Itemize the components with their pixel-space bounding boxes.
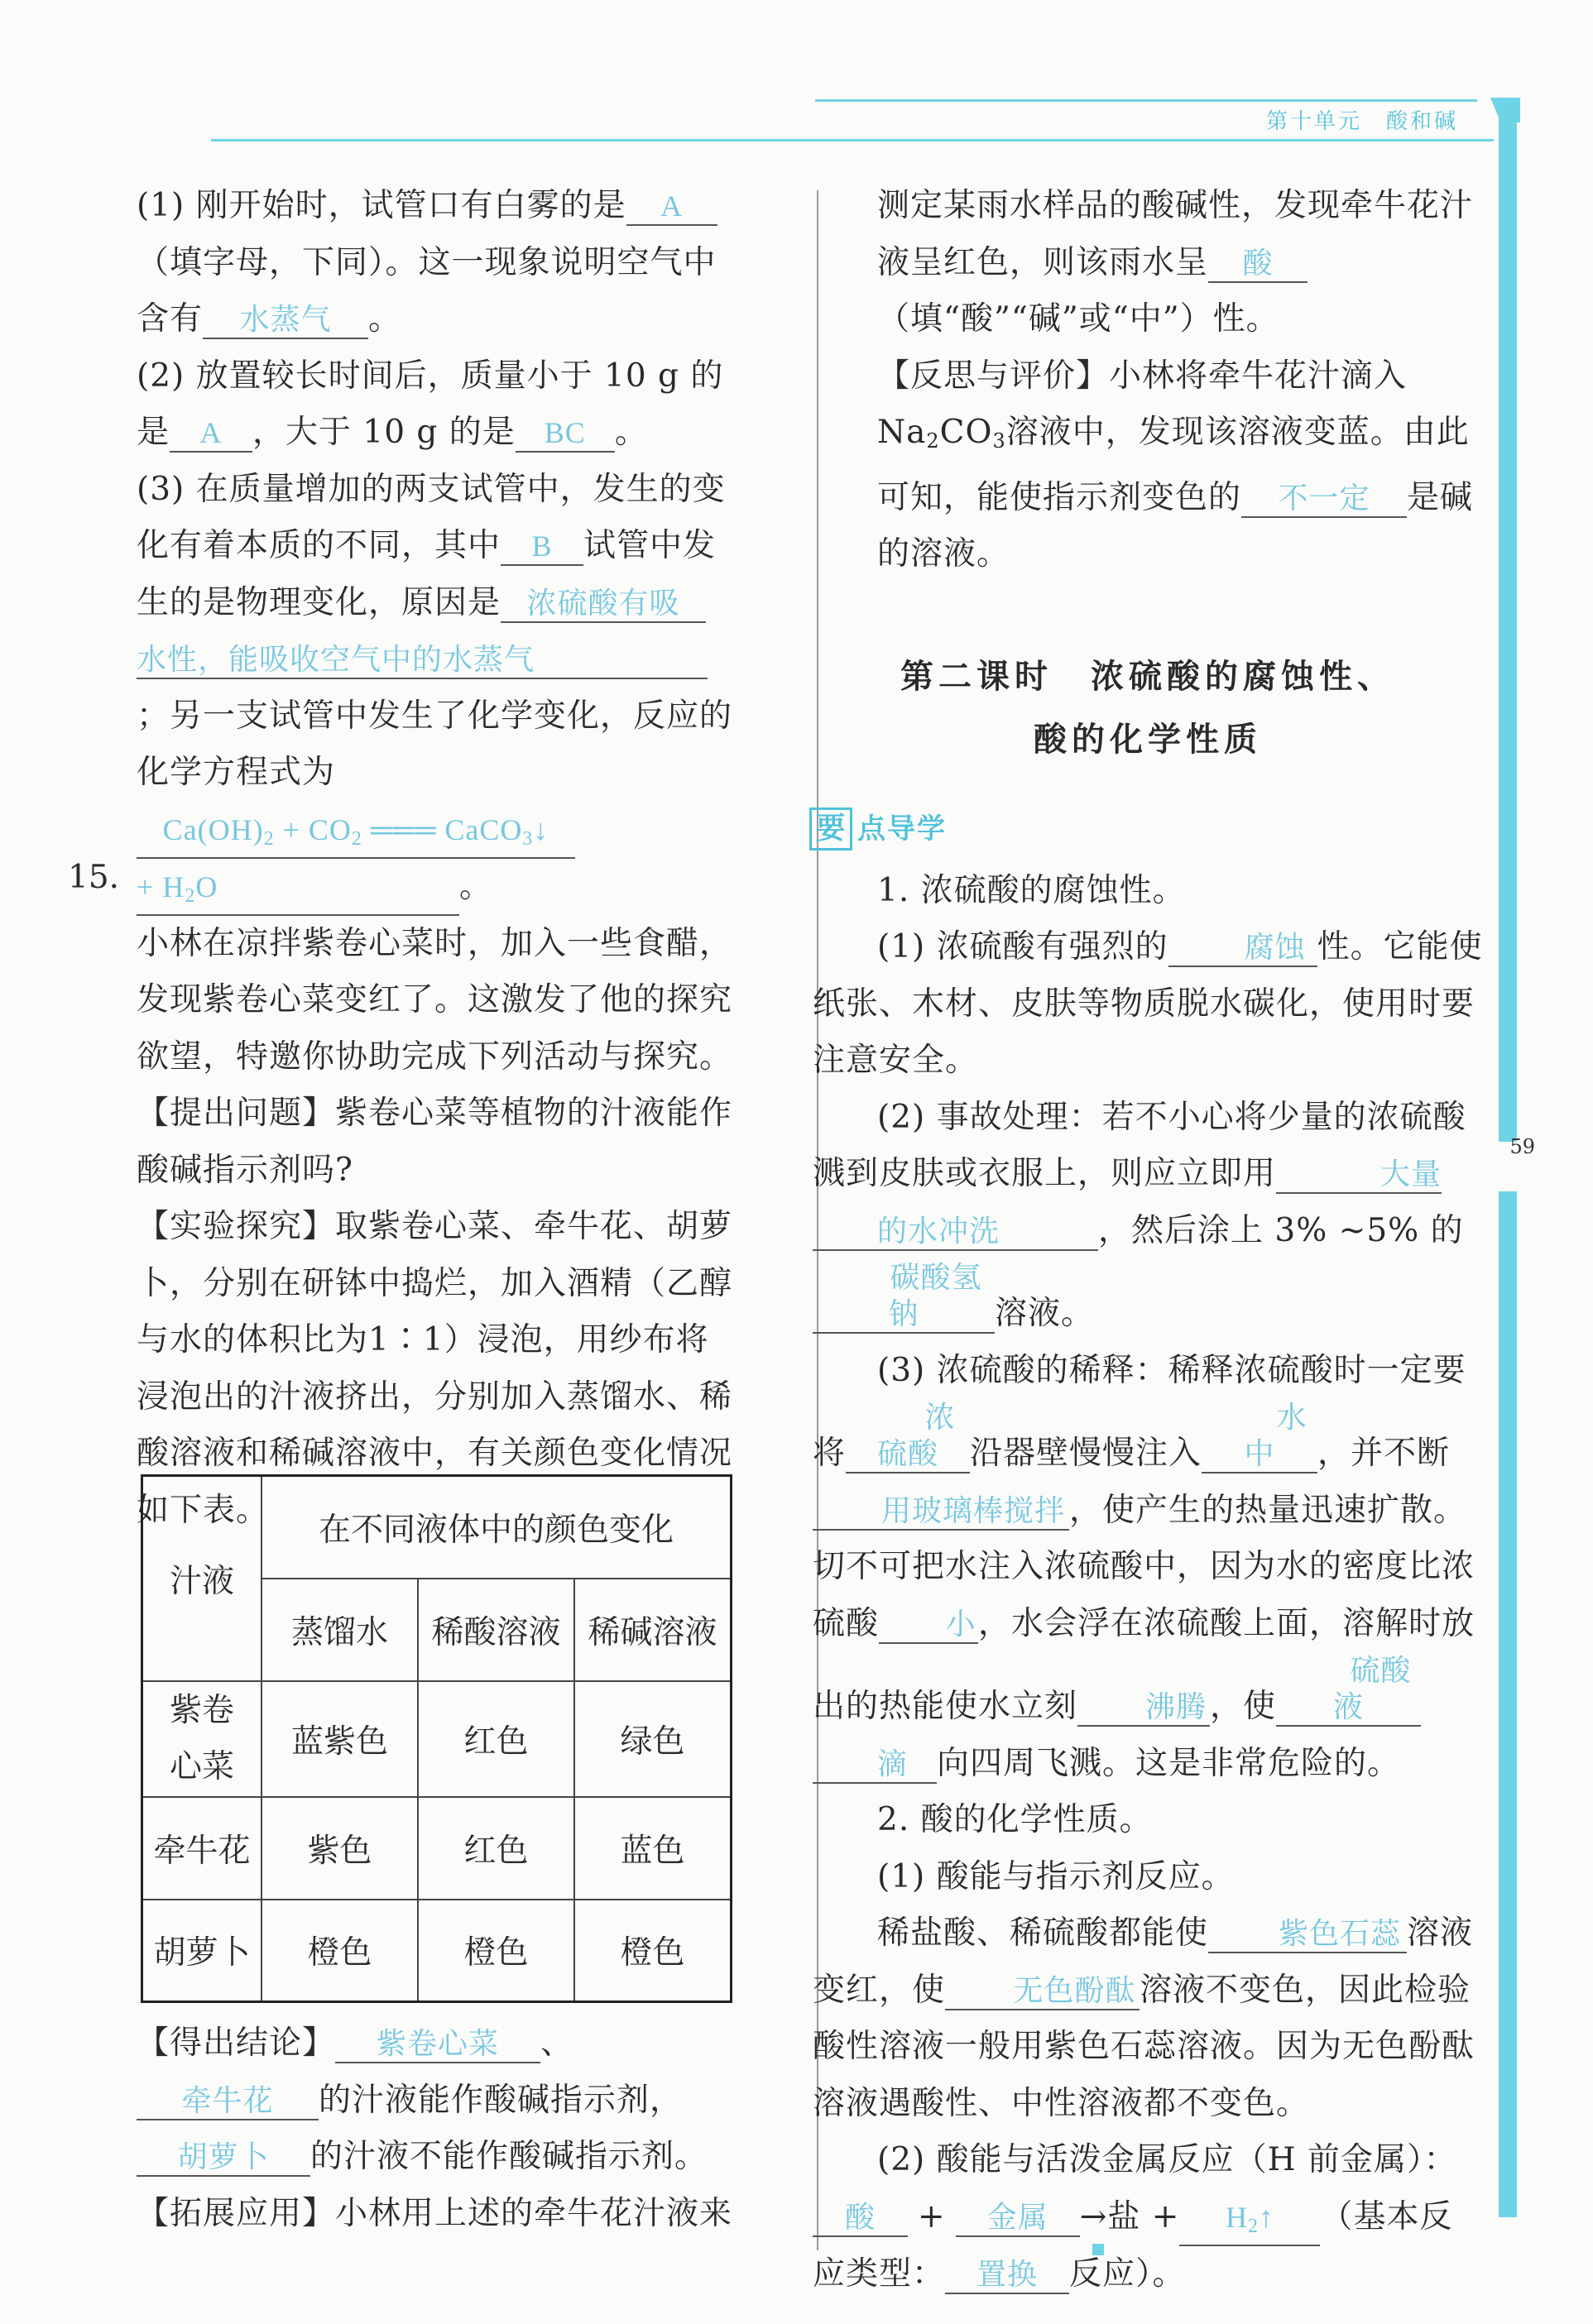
answer-blank[interactable]: 酸 [813,2199,908,2237]
answer-blank[interactable]: 水蒸气 [203,301,368,339]
table-cell: 橙色 [574,1900,732,2002]
page-number: 59 [1509,1135,1535,1158]
answer-blank[interactable]: A [170,414,252,453]
answer-blank[interactable]: 紫卷心菜 [335,2025,540,2063]
table-cell: 蓝色 [574,1797,732,1900]
section-title: 第二课时 浓硫酸的腐蚀性、 酸的化学性质 [900,658,1395,759]
answer-blank[interactable]: 沸腾 [1077,1689,1210,1727]
table-cell: 红色 [418,1681,574,1797]
answer-blank[interactable]: $H_2↑$ [1179,2199,1320,2246]
row-label: 紫卷心菜 [142,1681,262,1797]
table-cell: 绿色 [574,1681,732,1797]
q15-question: 【提出问题】紫卷心菜等植物的汁液能作酸碱指示剂吗? [137,1095,733,1189]
left-column [137,178,734,1539]
answer-blank[interactable]: 小 [879,1606,978,1644]
table-header-juice: 汁液 [142,1476,262,1681]
table-header-col: 蒸馏水 [262,1579,418,1681]
row-label: 牵牛花 [142,1797,262,1900]
answer-blank[interactable]: 酸 [1208,245,1308,283]
point-2: 2. 酸的化学性质。 [877,1801,1153,1838]
table-cell: 红色 [418,1797,574,1900]
answer-blank[interactable]: B [501,528,583,566]
header-rule [211,139,1494,141]
answer-blank[interactable]: 硫酸液 [1276,1652,1421,1727]
equation-blank-cont[interactable]: + $H_2O$ [137,869,459,916]
point-2-2: (2) 酸能与活泼金属反应（H 前金属）： [877,2141,1457,2178]
answer-blank[interactable]: A [626,188,717,226]
point-1-2: (2) 事故处理：若不小心将少量的浓硫酸溅到皮肤或衣服上，则应立即用 大量的水冲洗 ，然后涂上 3% ~5% 的碳酸氢钠 溶液。 [813,1098,1466,1332]
table-row [142,1681,732,1797]
table-row [142,1900,732,2002]
color-change-table [141,1474,732,2003]
q15-application: 【拓展应用】小林用上述的牵牛花汁液来 [137,2194,733,2232]
application-cont: 测定某雨水样品的酸碱性，发现牵牛花汁液呈红色，则该雨水呈 酸（填“酸”“碱”或“中”）性。 [877,187,1474,338]
table-header-col: 稀酸溶液 [418,1579,574,1681]
answer-blank[interactable]: 牵牛花 [137,2082,319,2120]
table-cell: 蓝紫色 [262,1681,418,1797]
answer-blank[interactable]: 水性，能吸收空气中的水蒸气 [137,641,708,679]
edge-tab-upper [1499,99,1517,1142]
q14-part1: (1) 刚开始时，试管口有白雾的是 A（填字母，下同）。这一现象说明空气中含有 水蒸气 。 [137,187,717,338]
point-2-2-formula: 酸 + 金属 →盐 + $H_2↑$ （基本反应类型： 置换 反应）。 [813,2197,1453,2293]
point-1: 1. 浓硫酸的腐蚀性。 [877,871,1186,909]
answer-blank[interactable]: 胡萝卜 [137,2139,310,2177]
answer-blank[interactable]: 浓硫酸有吸 [501,585,706,623]
answer-blank[interactable]: 滴 [813,1746,937,1784]
answer-blank[interactable]: 不一定 [1241,480,1407,518]
edge-tab-lower [1499,1191,1517,2217]
point-2-1-text: 稀盐酸、稀硫酸都能使 紫色石蕊 溶液变红，使 无色酚酞 溶液不变色，因此检验酸性溶液一般用紫色石蕊溶液。因为无色酚酞溶液遇酸性、中性溶液都不变色。 [813,1914,1475,2122]
table-cell: 紫色 [262,1797,418,1900]
table-header-group: 在不同液体中的颜色变化 [262,1476,732,1579]
key-points-heading: 要 点导学 [809,801,1483,858]
answer-blank[interactable]: 大量 [1276,1156,1442,1194]
answer-blank[interactable]: 水中 [1202,1399,1317,1473]
answer-blank[interactable]: 金属 [956,2199,1080,2237]
question-number: 15. [68,859,120,896]
q14-part3: (3) 在质量增加的两支试管中，发生的变化有着本质的不同，其中 B 试管中发生的是物理变化，原因是 浓硫酸有吸水性，能吸收空气中的水蒸气；另一支试管中发生了化学变化，反应的化学方程式为$Ca(OH)_2 + CO_2$ ═══ CaCO$_3$↓ + $H_2O$ 。 [137,462,734,916]
answer-blank[interactable]: 紫色石蕊 [1208,1915,1407,1953]
point-2-1: (1) 酸能与指示剂反应。 [877,1857,1235,1895]
q15-conclusion: 【得出结论】 紫卷心菜 、牵牛花 的汁液能作酸碱指示剂，胡萝卜 的汁液不能作酸碱指示剂。 [137,2025,708,2175]
table-cell: 橙色 [262,1900,418,2002]
table-cell: 橙色 [418,1900,574,2002]
point-1-3: (3) 浓硫酸的稀释：稀释浓硫酸时一定要将浓硫酸 沿器壁慢慢注入水中 ，并不断用玻璃棒搅拌 ，使产生的热量迅速扩散。切不可把水注入浓硫酸中，因为水的密度比浓硫酸 小，水会浮在浓硫酸上面，溶解时放出的热能使水立刻 沸腾 ，使硫酸液滴 向四周飞溅。这是非常危险的。 [813,1351,1475,1782]
q15-experiment: 【实验探究】取紫卷心菜、牵牛花、胡萝卜，分别在研钵中捣烂，加入酒精（乙醇与水的体积比为1∶1）浸泡，用纱布将浸泡出的汁液挤出，分别加入蒸馏水、稀酸溶液和稀碱溶液中，有关颜色变化情况如下表。 [137,1208,733,1529]
key-points-icon: 要 [809,807,852,851]
table-header-col: 稀碱溶液 [574,1579,732,1681]
row-label: 胡萝卜 [142,1900,262,2002]
answer-blank[interactable]: 置换 [945,2256,1069,2294]
answer-blank[interactable]: 浓硫酸 [846,1399,970,1473]
right-column-main [813,621,1483,2302]
unit-label: 第十单元 酸和碱 [1266,109,1459,134]
q15-intro: 小林在凉拌紫卷心菜时，加入一些食醋，发现紫卷心菜变红了。这激发了他的探究欲望，特邀你协助完成下列活动与探究。 [137,924,733,1076]
q14-part2: (2) 放置较长时间后，质量小于 10 g 的是 A ，大于 10 g 的是 BC 。 [137,357,724,451]
answer-blank[interactable]: 无色酚酞 [945,1972,1140,2010]
reflection: 【反思与评价】小林将牵牛花汁滴入$Na_2CO_3$溶液中，发现该溶液变蓝。由此可知，能使指示剂变色的 不一定 是碱的溶液。 [877,357,1474,573]
point-1-1: (1) 浓硫酸有强烈的 腐蚀 性。它能使纸张、木材、皮肤等物质脱水碳化，使用时要注意安全。 [813,928,1483,1079]
left-column-bottom [137,2015,734,2242]
right-column-top [877,178,1481,583]
answer-blank[interactable]: 腐蚀 [1168,929,1317,967]
answer-blank[interactable]: 的水冲洗 [813,1213,1098,1251]
answer-blank[interactable]: BC [516,414,615,453]
answer-blank[interactable]: 用玻璃棒搅拌 [813,1493,1069,1531]
table-row [142,1797,732,1900]
answer-blank[interactable]: 碳酸氢钠 [813,1259,995,1334]
equation-blank[interactable]: $Ca(OH)_2 + CO_2$ ═══ CaCO$_3$↓ [137,812,575,859]
